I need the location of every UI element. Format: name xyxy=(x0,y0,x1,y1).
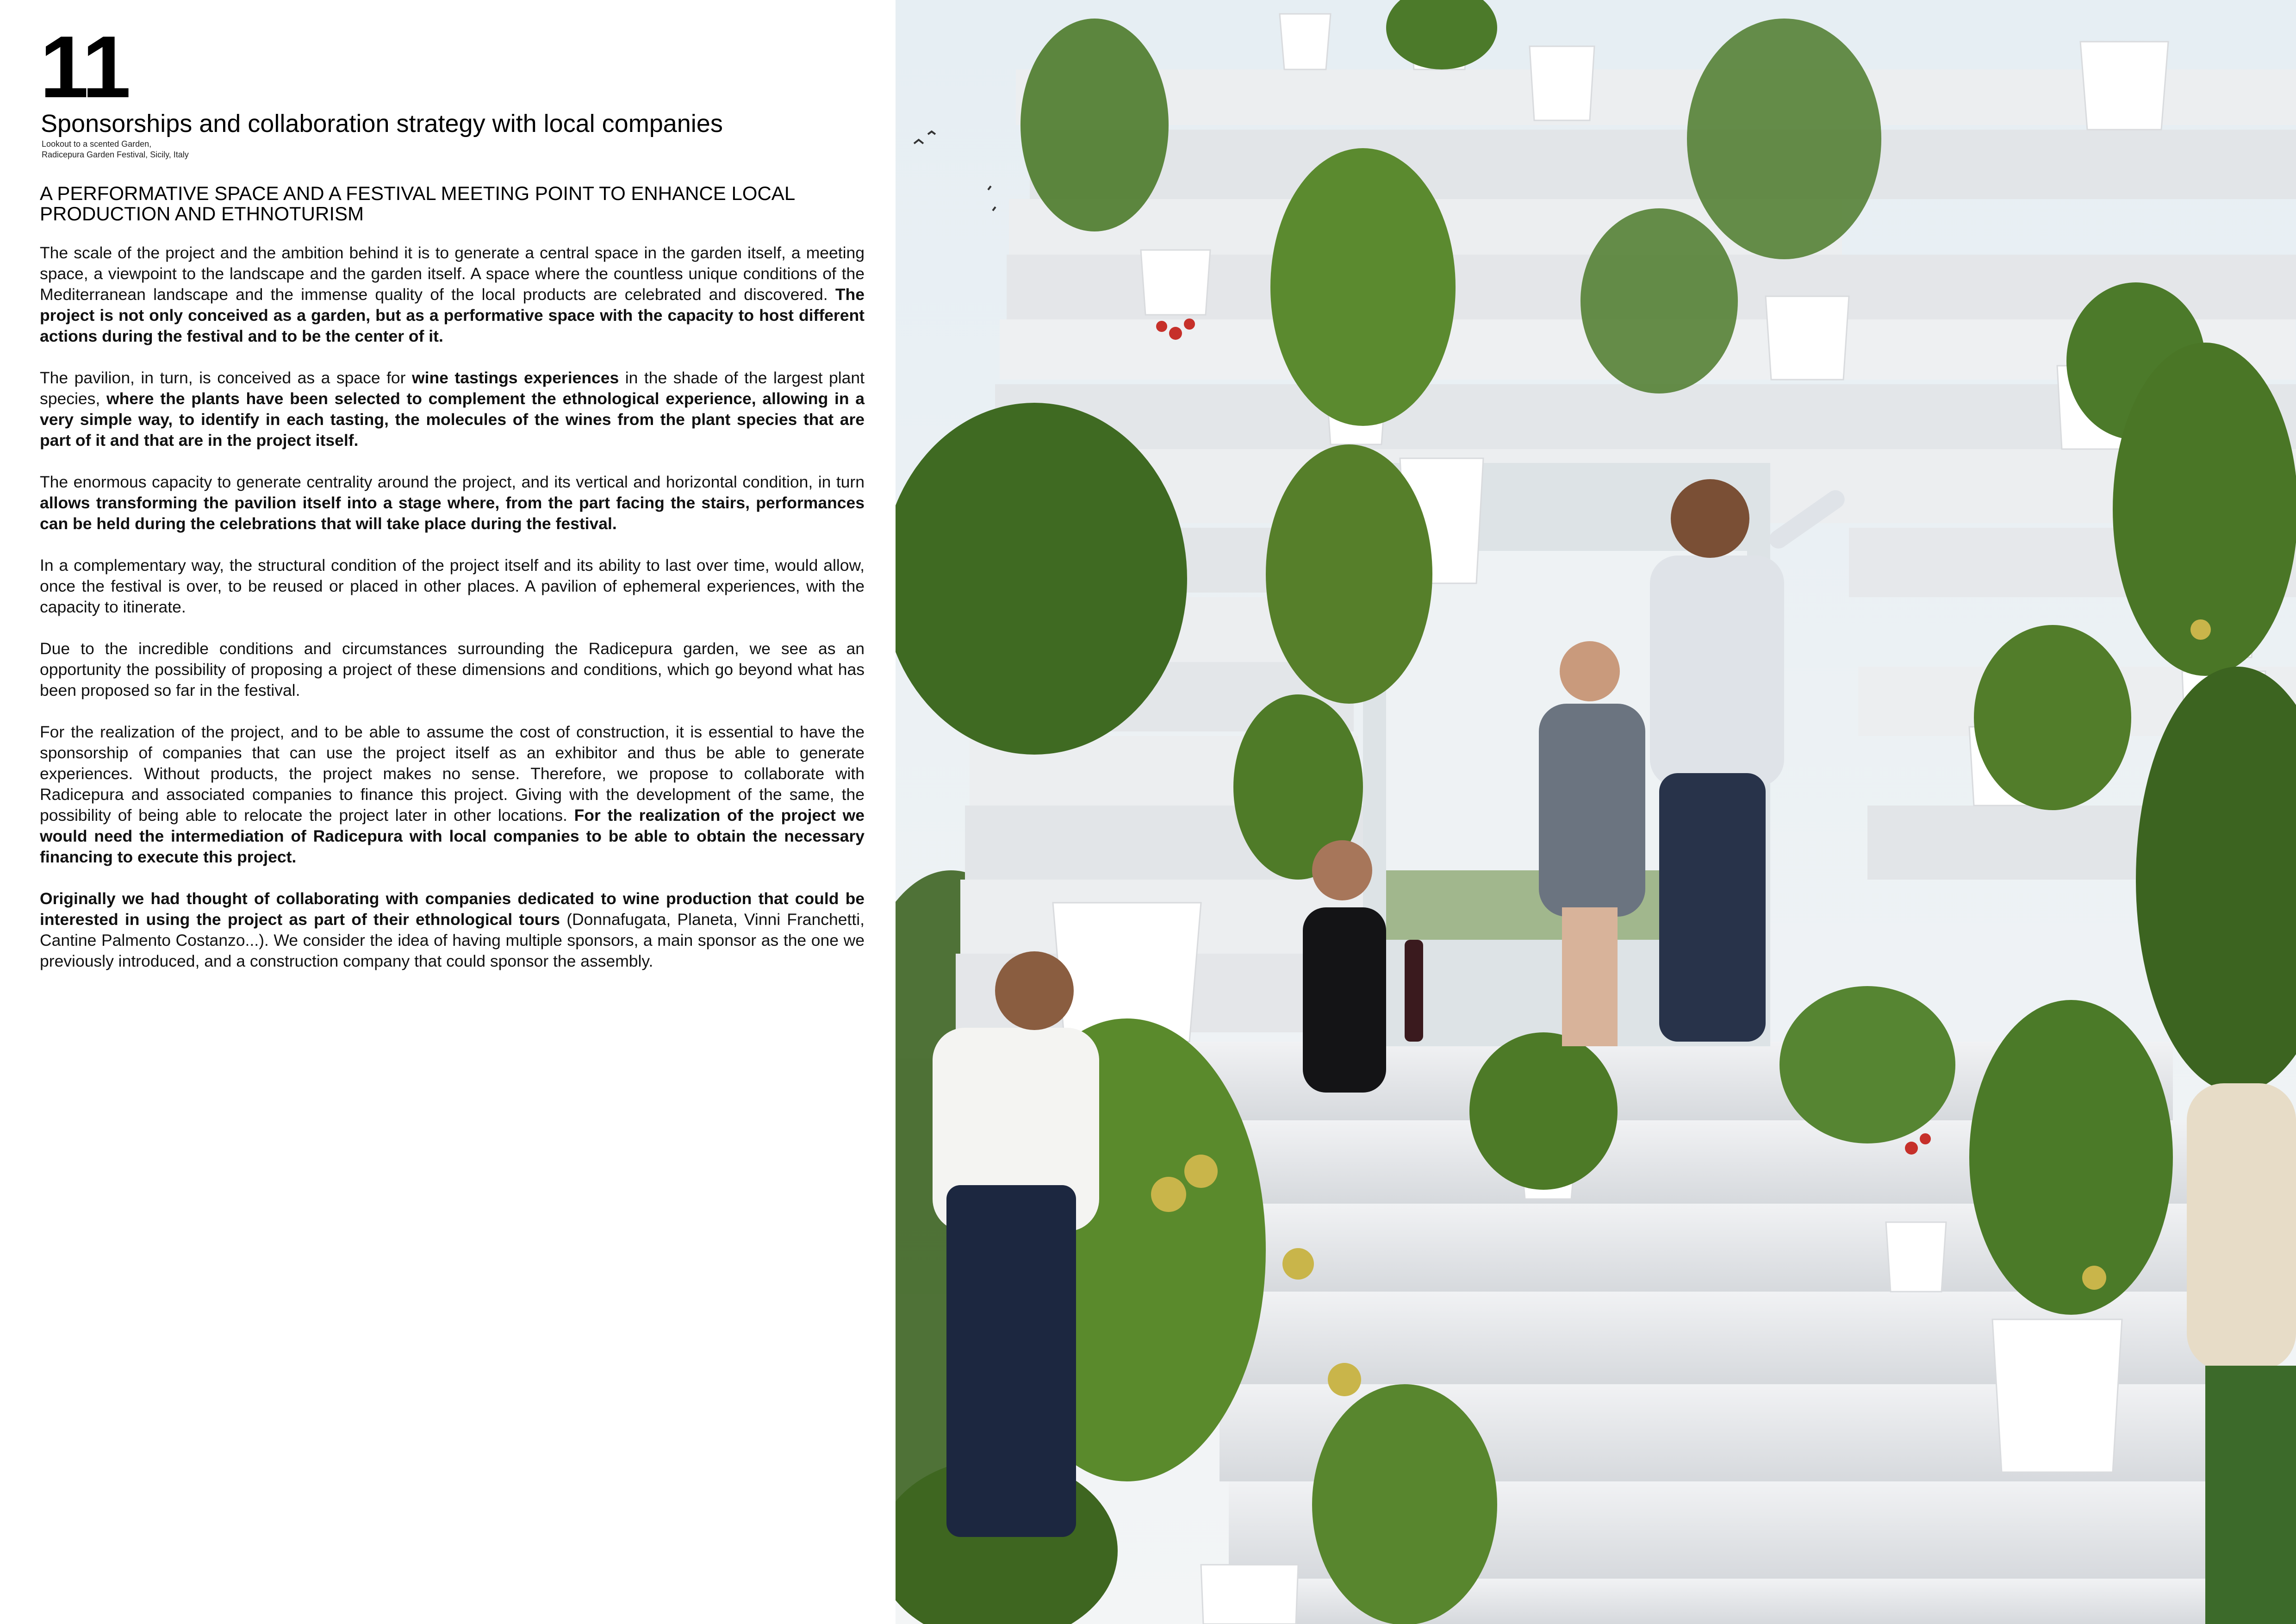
page-number: 11 xyxy=(40,18,129,116)
paragraph-2: The pavilion, in turn, is conceived as a space for wine tastings experiences in the shade of the largest plant species, where the plants have been selected to complement the ethnological experience, allowing in a very simple way, to identify in each tasting, the molecules of the wines from the plant species that are part of it and that are in the project itself. xyxy=(40,369,865,450)
caption-line-1: Lookout to a scented Garden, xyxy=(42,139,152,149)
pavilion-render-illustration xyxy=(896,0,2296,1624)
image-caption xyxy=(42,139,458,160)
caption-line-2: Radicepura Garden Festival, Sicily, Italy xyxy=(42,150,189,159)
section-subheading: A PERFORMATIVE SPACE AND A FESTIVAL MEETING POINT TO ENHANCE LOCAL PRODUCTION AND ETHNOTURISM xyxy=(40,182,795,225)
body-text xyxy=(40,243,865,993)
text-column xyxy=(0,0,896,1624)
paragraph-5: Due to the incredible conditions and circumstances surrounding the Radicepura garden, we see as an opportunity the possibility of proposing a project of these dimensions and conditions, which go beyond what has been proposed so far in the festival. xyxy=(40,639,865,700)
paragraph-3: The enormous capacity to generate centrality around the project, and its vertical and horizontal condition, in turn allows transforming the pavilion itself into a stage where, from the part facing the stairs, performances can be held during the celebrations that will take place during the festival. xyxy=(40,473,865,533)
paragraph-1: The scale of the project and the ambition behind it is to generate a central space in the garden itself, a meeting space, a viewpoint to the landscape and the garden itself. A space where the countless unique conditions of the Mediterranean landscape and the immense quality of the local products are celebrated and discovered. The project is not only conceived as a garden, but as a performative space with the capacity to host different actions during the festival and to be the center of it. xyxy=(40,244,865,345)
paragraph-7: Originally we had thought of collaborating with companies dedicated to wine production that could be interested in using the project as part of their ethnological tours (Donnafugata, Planeta, Vinni Franchetti, Cantine Palmento Costanzo...). We consider the idea of having multiple sponsors, a main sponsor as the one we previously introduced, and a construction company that could sponsor the assembly. xyxy=(40,889,865,970)
page-title: Sponsorships and collaboration strategy with local companies xyxy=(41,110,723,137)
paragraph-6: For the realization of the project, and to be able to assume the cost of construction, it is essential to have the sponsorship of companies that can use the project itself as an exhibitor and thus be able to generate experiences. Without products, the project makes no sense. Therefore, we propose to collaborate with Radicepura and associated companies to finance this project. Giving with the development of the same, the possibility of being able to relocate the project later in other locations. For the realization of the project we would need the intermediation of Radicepura with local companies to be able to obtain the necessary financing to execute this project. xyxy=(40,723,865,866)
pavilion-render-image xyxy=(896,0,2296,1624)
paragraph-4: In a complementary way, the structural condition of the project itself and its ability to last over time, would allow, once the festival is over, to be reused or placed in other places. A pavilion of ephemeral experiences, with the capacity to itinerate. xyxy=(40,556,865,616)
waiter-figure xyxy=(933,951,1099,1537)
